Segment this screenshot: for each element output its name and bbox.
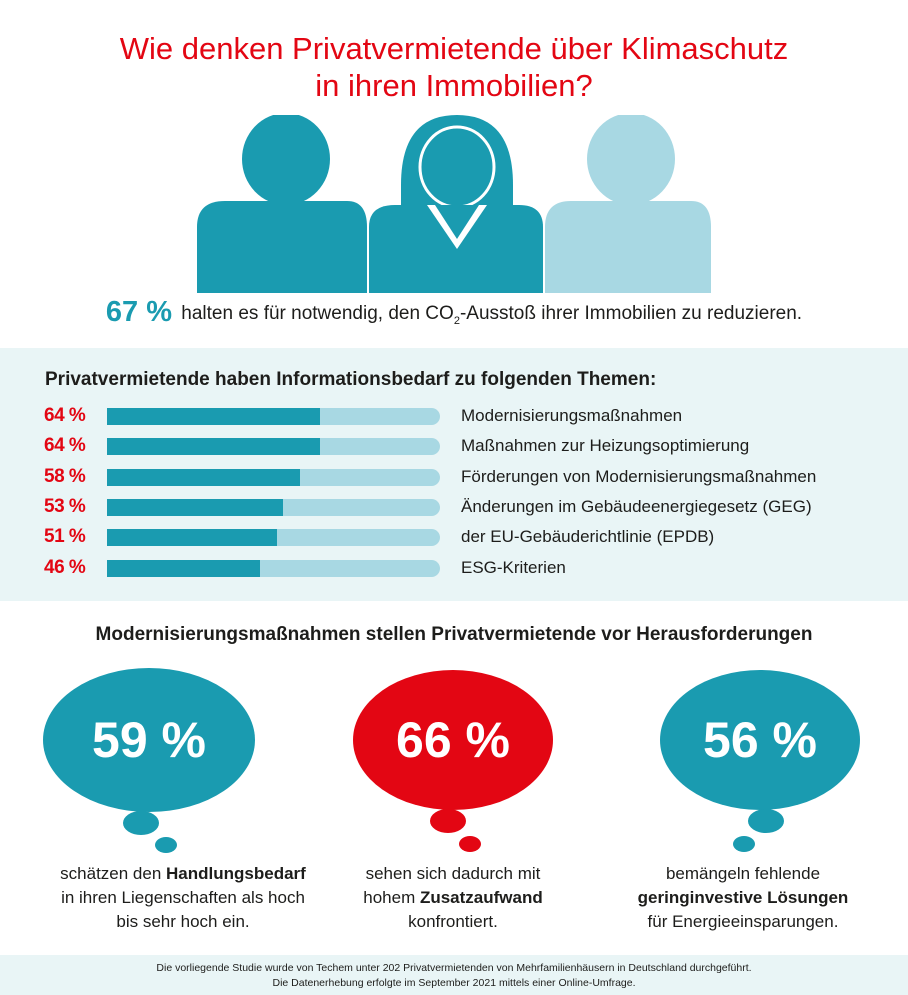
- thought-bubbles: [0, 665, 908, 865]
- thought-bubble-icon: [660, 670, 860, 852]
- title-line-2: in ihren Immobilien?: [315, 68, 593, 103]
- thought-bubble-icon: [353, 670, 553, 852]
- bar-row: [0, 431, 908, 461]
- bar-row: [0, 492, 908, 522]
- bar-value-label: 53 %: [44, 495, 86, 517]
- bar-fill: [107, 560, 260, 577]
- footer-note: [0, 955, 908, 995]
- bar-track: [107, 438, 440, 455]
- bar-track: [107, 560, 440, 577]
- headline-stat: [0, 296, 908, 329]
- bubble-1-line3: bis sehr hoch ein.: [116, 912, 250, 931]
- bubble-1-line2: in ihren Liegenschaften als hoch: [61, 888, 305, 907]
- bar-track: [107, 469, 440, 486]
- footer-line-1: Die vorliegende Studie wurde von Techem unter 202 Privatvermietenden von Mehrfamilienhäusern in Deutschland durchgeführt.: [156, 962, 752, 974]
- bubble-3-line1: bemängeln fehlende: [665, 864, 821, 883]
- bar-row: [0, 462, 908, 492]
- bar-value-label: 51 %: [44, 526, 86, 548]
- info-title: Privatvermietende haben Informationsbedarf zu folgenden Themen:: [45, 369, 657, 390]
- bar-value-label: 64 %: [44, 405, 86, 426]
- headline-subscript: 2: [453, 314, 460, 327]
- bar-row: [0, 522, 908, 552]
- bar-category-label: Änderungen im Gebäudeenergiegesetz (GEG): [461, 496, 812, 516]
- bubble-2-line3: konfrontiert.: [408, 912, 498, 931]
- bar-track: [107, 499, 440, 516]
- headline-text-after: -Ausstoß ihrer Immobilien zu reduzieren.: [459, 303, 803, 324]
- person-light-icon: [545, 115, 711, 293]
- bar-category-label: Maßnahmen zur Heizungsoptimierung: [461, 436, 750, 456]
- bubble-3-line3: für Energieeinsparungen.: [647, 912, 839, 931]
- bubble-1-line1-bold: Handlungsbedarf: [166, 864, 306, 883]
- bar-category-label: der EU-Gebäuderichtlinie (EPDB): [461, 527, 715, 547]
- bar-fill: [107, 438, 320, 455]
- person-male-icon: [197, 115, 367, 293]
- bar-category-label: Modernisierungsmaßnahmen: [461, 406, 683, 425]
- bar-row: [0, 401, 908, 431]
- bar-fill: [107, 499, 283, 516]
- bubble-2-line2-bold: Zusatzaufwand: [419, 888, 543, 907]
- person-female-icon: [369, 115, 543, 293]
- info-bar-chart: [0, 401, 908, 591]
- bubble-text-3: [608, 862, 878, 934]
- bar-value-label: 58 %: [44, 465, 86, 487]
- page-title: [0, 30, 908, 104]
- bubble-text-2: [328, 862, 578, 934]
- bar-category-label: Förderungen von Modernisierungsmaßnahmen: [461, 466, 817, 486]
- headline-text-before: halten es für notwendig, den CO: [181, 303, 454, 324]
- bar-fill: [107, 408, 320, 425]
- bar-track: [107, 408, 440, 425]
- bar-fill: [107, 529, 277, 546]
- bubble-value-1: 59 %: [92, 712, 206, 768]
- title-line-1: Wie denken Privatvermietende über Klimaschutz: [119, 31, 789, 66]
- thought-bubble-icon: [43, 668, 255, 853]
- bubble-value-2: 66 %: [396, 712, 510, 768]
- bar-value-label: 64 %: [44, 435, 86, 457]
- bar-fill: [107, 469, 300, 486]
- bubble-2-line1: sehen sich dadurch mit: [365, 864, 541, 883]
- bar-category-label: ESG-Kriterien: [461, 557, 566, 577]
- bar-track: [107, 529, 440, 546]
- bubble-1-line1-pre: schätzen den: [60, 864, 167, 883]
- people-illustration: [195, 115, 715, 293]
- bubble-text-1: [38, 862, 328, 934]
- footer-line-2: Die Datenerhebung erfolgte im September 2021 mittels einer Online-Umfrage.: [272, 977, 636, 989]
- bubble-3-line2-bold: geringinvestive Lösungen: [637, 888, 849, 907]
- bubble-2-line2-pre: hohem: [363, 888, 420, 907]
- bubble-value-3: 56 %: [703, 712, 817, 768]
- bar-row: [0, 553, 908, 583]
- bar-value-label: 46 %: [44, 556, 86, 578]
- headline-value: 67 %: [105, 296, 173, 328]
- challenge-title: Modernisierungsmaßnahmen stellen Privatvermietende vor Herausforderungen: [95, 624, 813, 645]
